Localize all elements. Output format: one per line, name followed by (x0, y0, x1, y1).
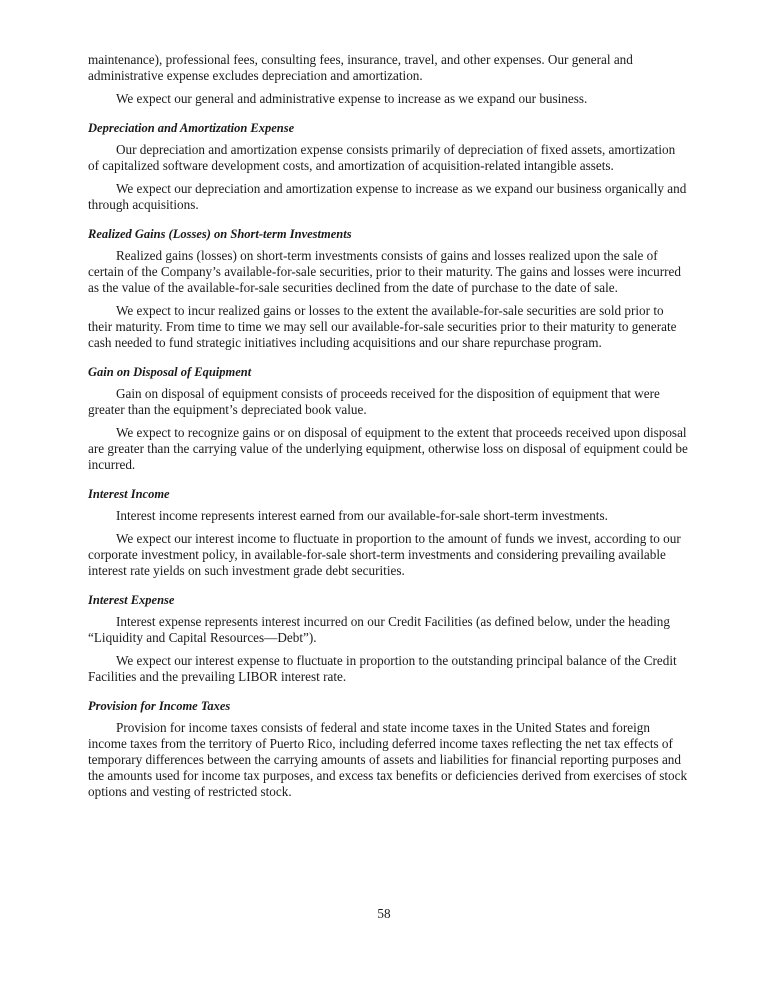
section-paragraph: We expect to recognize gains or on disposal of equipment to the extent that proceeds received upon disposal are greater than the carrying value of the underlying equipment, otherwise loss on disposal of equipment could be incurred. (88, 425, 688, 472)
section-paragraph: Interest income represents interest earned from our available-for-sale short-term investments. (116, 508, 608, 523)
section-heading: Gain on Disposal of Equipment (88, 365, 252, 379)
section-paragraph: We expect to incur realized gains or losses to the extent the available-for-sale securities are sold prior to their maturity. From time to time we may sell our available-for-sale securities prior to their maturity to generate cash needed to fund strategic initiatives including acquisitions and our share repurchase program. (88, 303, 677, 350)
section-paragraph: We expect our interest income to fluctuate in proportion to the amount of funds we invest, according to our corporate investment policy, in available-for-sale short-term investments and considering prevailing available interest rate yields on such investment grade debt securities. (88, 531, 681, 578)
section-provision-income-taxes (88, 698, 688, 800)
section-paragraph: We expect our interest expense to fluctuate in proportion to the outstanding principal balance of the Credit Facilities and the prevailing LIBOR interest rate. (88, 653, 677, 684)
section-heading: Depreciation and Amortization Expense (88, 121, 295, 135)
section-paragraph: Interest expense represents interest incurred on our Credit Facilities (as defined below, under the heading “Liquidity and Capital Resources—Debt”). (88, 614, 670, 645)
section-heading: Provision for Income Taxes (88, 699, 231, 713)
section-paragraph: Provision for income taxes consists of federal and state income taxes in the United States and foreign income taxes from the territory of Puerto Rico, including deferred income taxes reflecting the net tax effects of temporary differences between the carrying amounts of assets and liabilities for financial reporting purposes and the amounts used for income tax purposes, and excess tax benefits or deficiencies derived from exercises of stock options and vesting of restricted stock. (88, 720, 688, 799)
section-paragraph: Gain on disposal of equipment consists of proceeds received for the disposition of equipment that were greater than the equipment’s depreciated book value. (88, 386, 660, 417)
section-heading: Interest Income (88, 487, 170, 501)
intro-paragraph: We expect our general and administrative expense to increase as we expand our business. (116, 91, 588, 106)
section-gain-disposal-equipment (88, 364, 688, 473)
section-heading: Interest Expense (88, 593, 175, 607)
section-paragraph: We expect our depreciation and amortization expense to increase as we expand our business organically and through acquisitions. (88, 181, 687, 212)
section-depreciation-amortization (88, 120, 688, 213)
intro-paragraph-continued: maintenance), professional fees, consulting fees, insurance, travel, and other expenses. Our general and administrative expense excludes depreciation and amortization. (88, 52, 633, 83)
section-paragraph: Our depreciation and amortization expense consists primarily of depreciation of fixed assets, amortization of capitalized software development costs, and amortization of acquisition-related intangible assets. (88, 142, 676, 173)
section-interest-income (88, 486, 688, 579)
section-realized-gains-losses (88, 226, 688, 351)
section-heading: Realized Gains (Losses) on Short-term Investments (88, 227, 352, 241)
section-interest-expense (88, 592, 688, 685)
document-page (88, 52, 688, 807)
page-number: 58 (377, 906, 391, 921)
section-paragraph: Realized gains (losses) on short-term investments consists of gains and losses realized upon the sale of certain of the Company’s available-for-sale securities, prior to their maturity. The gains and losses were incurred as the value of the available-for-sale securities declined from the date of purchase to the date of sale. (88, 248, 681, 295)
